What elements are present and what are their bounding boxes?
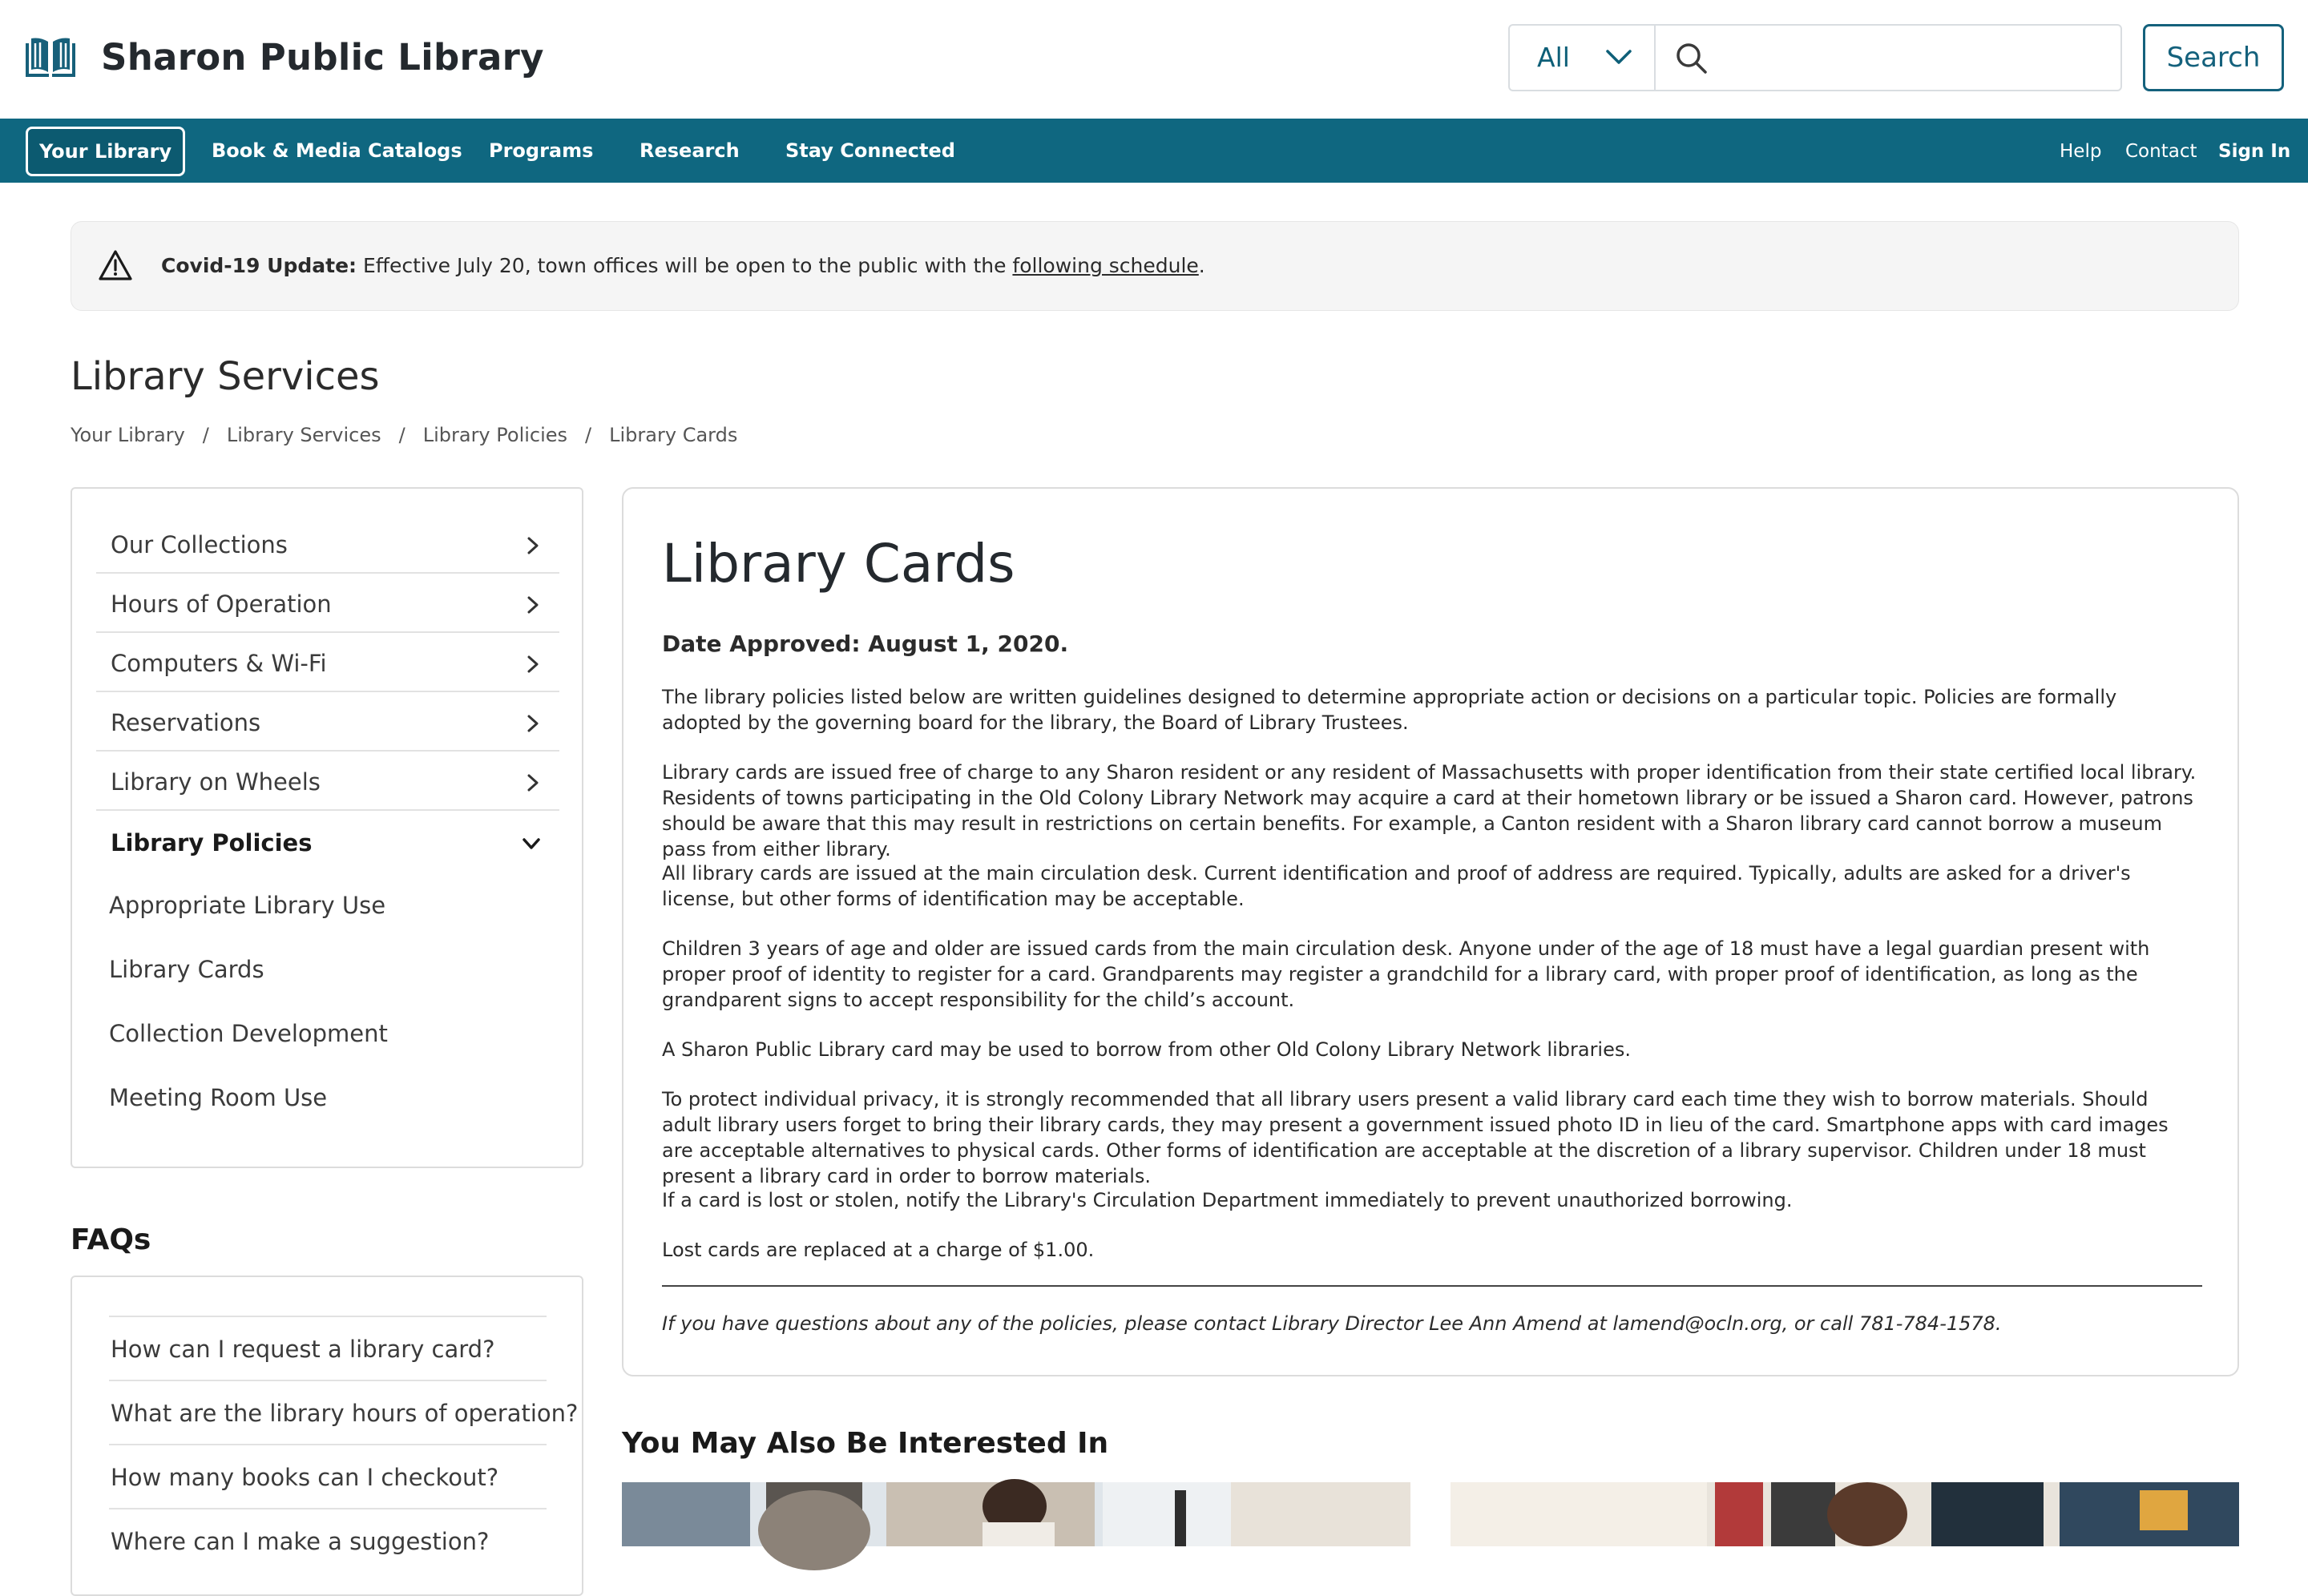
faqs-heading: FAQs xyxy=(71,1223,151,1256)
sidebar-item-our-collections[interactable] xyxy=(96,514,559,574)
policy-paragraph: To protect individual privacy, it is strongly recommended that all library users present a valid library card each time they wish to borrow materials. Should adult library users forget to bring their library cards, they may present a government issued photo ID in lieu of the card. Smartphone apps with card images are acceptable alternatives to physical cards. Other forms of identification are acceptable at the discretion of a library supervisor. Children under 18 must present a library card in order to borrow materials. xyxy=(662,1088,2169,1187)
search-scope-select[interactable] xyxy=(1510,26,1656,90)
site-header xyxy=(0,0,2308,119)
breadcrumb-separator: / xyxy=(585,424,592,446)
policy-paragraph: All library cards are issued at the main circulation desk. Current identification and proof of address are required. Typically, adults are asked for a driver's license, but other forms of identification may be acceptable. xyxy=(662,862,2131,910)
sidebar-item-reservations[interactable] xyxy=(96,692,559,752)
nav-research[interactable]: Research xyxy=(640,139,740,162)
sidebar-item-label: Hours of Operation xyxy=(111,590,332,618)
faq-question: How can I request a library card? xyxy=(111,1336,495,1363)
following-schedule-link[interactable]: following schedule xyxy=(1012,254,1199,277)
policy-paragraph: The library policies listed below are written guidelines designed to determine appropriate action or decisions on a particular topic. Policies are formally adopted by the governing board for the library, the Board of Library Trustees. xyxy=(662,686,2117,734)
sidebar-item-library-on-wheels[interactable] xyxy=(96,752,559,811)
article-card xyxy=(622,487,2239,1376)
nav-contact[interactable]: Contact xyxy=(2125,141,2197,162)
faq-question: What are the library hours of operation? xyxy=(111,1400,579,1427)
chevron-down-icon xyxy=(1603,45,1635,69)
faq-item[interactable] xyxy=(109,1508,547,1572)
chevron-down-icon xyxy=(519,832,543,856)
breadcrumb xyxy=(71,421,737,449)
sidebar-item-label: Computers & Wi-Fi xyxy=(111,650,327,677)
sidebar-item-library-policies[interactable] xyxy=(96,812,559,872)
nav-help[interactable]: Help xyxy=(2060,141,2102,162)
chevron-right-icon xyxy=(523,652,543,676)
policy-paragraph: If a card is lost or stolen, notify the Library's Circulation Department immediately to prevent unauthorized borrowing. xyxy=(662,1189,1793,1211)
sign-in-link[interactable]: Sign In xyxy=(2218,141,2291,162)
breadcrumb-library-services[interactable]: Library Services xyxy=(226,424,381,446)
related-photo xyxy=(1451,1482,2239,1546)
breadcrumb-library-cards: Library Cards xyxy=(609,424,738,446)
faq-item[interactable] xyxy=(109,1316,547,1380)
faq-item[interactable] xyxy=(109,1444,547,1508)
sidebar-subitem-library-cards[interactable]: Library Cards xyxy=(109,956,264,983)
warning-icon xyxy=(99,249,132,281)
policy-paragraph: A Sharon Public Library card may be used to borrow from other Old Colony Library Network libraries. xyxy=(662,1038,1631,1061)
related-heading: You May Also Be Interested In xyxy=(622,1427,1109,1460)
related-card-image[interactable] xyxy=(1451,1482,2239,1546)
faq-list xyxy=(71,1276,583,1596)
nav-your-library[interactable]: Your Library xyxy=(26,127,185,176)
breadcrumb-your-library[interactable]: Your Library xyxy=(71,424,185,446)
contact-note: If you have questions about any of the policies, please contact Library Director Lee Ann Amend at lamend@ocln.org, or call 781-784-1578. xyxy=(662,1312,2002,1335)
policy-paragraph: Lost cards are replaced at a charge of $1.00. xyxy=(662,1239,1095,1261)
search-input[interactable] xyxy=(1721,37,2106,79)
main-nav xyxy=(0,119,2308,183)
date-approved: Date Approved: August 1, 2020. xyxy=(662,631,1069,657)
related-photo xyxy=(622,1482,1410,1546)
chevron-right-icon xyxy=(523,534,543,558)
related-card-image[interactable] xyxy=(622,1482,1410,1546)
alert-body: Effective July 20, town offices will be open to the public with the xyxy=(357,254,1013,277)
alert-message xyxy=(161,252,1205,280)
divider xyxy=(662,1285,2202,1287)
breadcrumb-library-policies[interactable]: Library Policies xyxy=(422,424,568,446)
sidebar-item-hours-of-operation[interactable] xyxy=(96,574,559,633)
sidebar-subitem-appropriate-library-use[interactable]: Appropriate Library Use xyxy=(109,892,386,919)
nav-programs[interactable]: Programs xyxy=(489,139,594,162)
faq-question: Where can I make a suggestion? xyxy=(111,1528,490,1555)
search-bar xyxy=(1508,24,2122,91)
alert-end: . xyxy=(1198,254,1205,277)
policy-paragraph: Children 3 years of age and older are issued cards from the main circulation desk. Anyone under of the age of 18 must have a legal guardian present with proper proof of identity to register for a card. Grandparents may register a grandchild for a library card, with proper proof of identification, as long as the grandparent signs to accept responsibility for the child’s account. xyxy=(662,937,2150,1011)
chevron-right-icon xyxy=(523,771,543,795)
policy-paragraph: Library cards are issued free of charge to any Sharon resident or any resident of Massachusetts with proper identification from their state certified local library. Residents of towns participating in the Old Colony Library Network may acquire a card at their hometown library or be issued a Sharon card. However, patrons should be aware that this may result in restrictions on certain benefits. For example, a Canton resident with a Sharon library card cannot borrow a museum pass from either library. xyxy=(662,761,2197,860)
search-icon xyxy=(1675,42,1709,75)
sidebar-item-label: Our Collections xyxy=(111,531,288,558)
sidebar-nav xyxy=(71,487,583,1168)
section-title: Library Services xyxy=(71,354,380,399)
site-title[interactable]: Sharon Public Library xyxy=(101,36,544,79)
faq-question: How many books can I checkout? xyxy=(111,1464,499,1491)
sidebar-item-computers-wifi[interactable] xyxy=(96,633,559,692)
breadcrumb-separator: / xyxy=(398,424,406,446)
sidebar-item-label: Library Policies xyxy=(111,829,313,856)
nav-stay-connected[interactable]: Stay Connected xyxy=(785,139,955,162)
sidebar-item-label: Reservations xyxy=(111,709,261,736)
search-scope-value: All xyxy=(1537,42,1570,73)
search-button[interactable]: Search xyxy=(2143,24,2284,91)
faq-item[interactable] xyxy=(109,1380,579,1444)
sidebar-item-label: Library on Wheels xyxy=(111,768,321,796)
chevron-right-icon xyxy=(523,593,543,617)
sidebar-subitem-collection-development[interactable]: Collection Development xyxy=(109,1020,388,1047)
covid-alert-banner xyxy=(71,221,2239,311)
chevron-right-icon xyxy=(523,711,543,736)
page-title: Library Cards xyxy=(662,533,1015,594)
nav-book-media-catalogs[interactable]: Book & Media Catalogs xyxy=(212,139,462,162)
open-book-icon[interactable] xyxy=(24,35,77,80)
breadcrumb-separator: / xyxy=(202,424,209,446)
alert-label: Covid-19 Update: xyxy=(161,254,357,277)
sidebar-subitem-meeting-room-use[interactable]: Meeting Room Use xyxy=(109,1084,328,1111)
